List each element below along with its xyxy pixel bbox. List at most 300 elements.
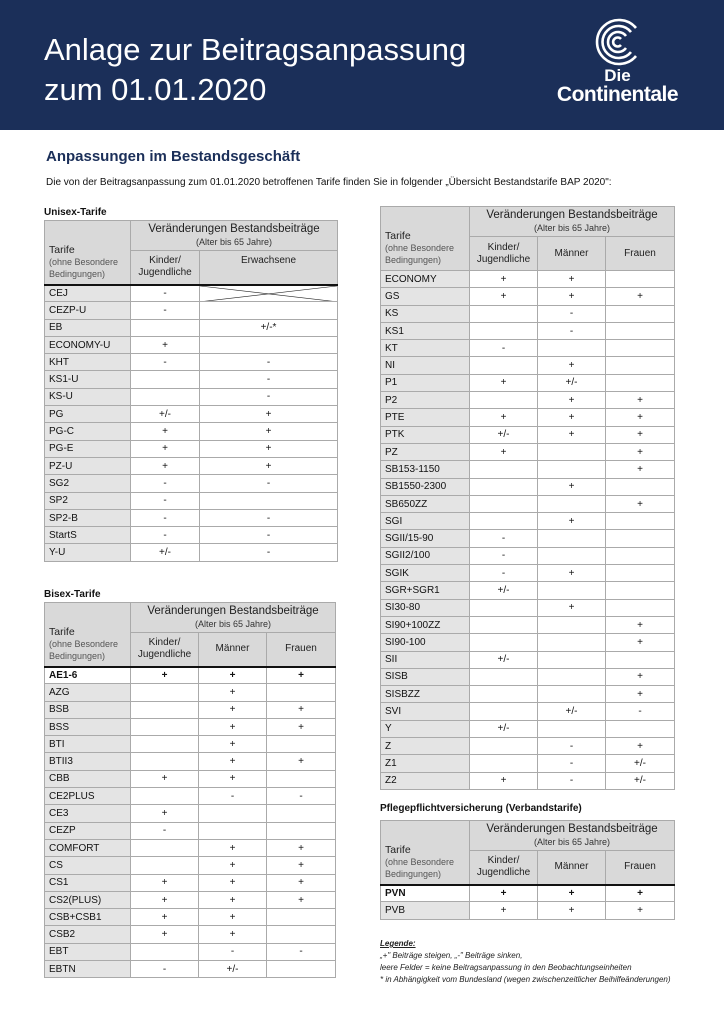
maenner-value: + <box>538 271 606 288</box>
frauen-value <box>606 582 675 599</box>
tariff-name: CEZP <box>45 822 131 839</box>
tariff-name: SII <box>381 651 470 668</box>
table-row <box>45 527 338 544</box>
table-row <box>381 305 675 322</box>
erwachsene-value: - <box>200 475 338 492</box>
kinder-value <box>131 753 199 770</box>
table-row <box>45 753 336 770</box>
tariff-name: CE3 <box>45 805 131 822</box>
kinder-value <box>470 686 538 703</box>
table-row <box>45 475 338 492</box>
tariff-name: SGIK <box>381 565 470 582</box>
maenner-value: - <box>538 772 606 789</box>
frauen-value: + <box>606 392 675 409</box>
tariff-name: EBTN <box>45 961 131 978</box>
maenner-value: + <box>199 926 267 943</box>
kinder-value <box>470 357 538 374</box>
kinder-value: + <box>131 667 199 684</box>
section-heading: Anpassungen im Bestandsgeschäft <box>46 148 301 165</box>
tariff-name: EB <box>45 319 131 336</box>
table-row <box>45 509 338 526</box>
tariff-name: SGI <box>381 513 470 530</box>
maenner-value <box>538 547 606 564</box>
kinder-value: + <box>131 874 199 891</box>
frauen-value <box>606 720 675 737</box>
tariff-name: SGR+SGR1 <box>381 582 470 599</box>
kinder-value <box>131 857 199 874</box>
tariff-name: PTE <box>381 409 470 426</box>
frauen-value: + <box>267 701 336 718</box>
table-row <box>45 457 338 474</box>
tariff-name: KS1 <box>381 322 470 339</box>
kinder-value: - <box>131 354 200 371</box>
kinder-value <box>470 513 538 530</box>
frauen-value: + <box>606 495 675 512</box>
kinder-value: + <box>470 288 538 305</box>
frauen-value: - <box>267 788 336 805</box>
kinder-value <box>131 943 199 960</box>
legend-title: Legende: <box>380 939 416 948</box>
frauen-value <box>606 357 675 374</box>
maenner-header: Männer <box>199 633 267 667</box>
tariff-name: KHT <box>45 354 131 371</box>
table-row <box>381 443 675 460</box>
kinder-value: + <box>470 271 538 288</box>
table-row <box>381 772 675 789</box>
maenner-value: + <box>199 701 267 718</box>
unisex-block <box>44 206 338 562</box>
table-row <box>381 495 675 512</box>
frauen-value <box>606 530 675 547</box>
kinder-value <box>131 701 199 718</box>
maenner-value <box>538 651 606 668</box>
header-banner <box>0 0 724 130</box>
frauen-value: +/- <box>606 772 675 789</box>
tariff-name: SI30-80 <box>381 599 470 616</box>
tariff-name: Z2 <box>381 772 470 789</box>
changes-header: Veränderungen Bestandsbeiträge (Alter bis 65 Jahre) <box>470 207 675 237</box>
maenner-value: +/- <box>538 374 606 391</box>
bisex-continued-table <box>380 206 675 790</box>
frauen-value <box>606 547 675 564</box>
kinder-value: - <box>470 340 538 357</box>
table-row <box>381 755 675 772</box>
tarife-header: Tarife (ohne Besondere Bedingungen) <box>45 603 131 667</box>
tariff-name: PTK <box>381 426 470 443</box>
maenner-value: + <box>538 357 606 374</box>
kinder-value: + <box>131 805 199 822</box>
tariff-name: P2 <box>381 392 470 409</box>
table-row <box>45 354 338 371</box>
table-row <box>45 371 338 388</box>
tarife-header: Tarife (ohne Besondere Bedingungen) <box>381 821 470 885</box>
kinder-value <box>131 839 199 856</box>
erwachsene-value: - <box>200 388 338 405</box>
tariff-name: SP2-B <box>45 509 131 526</box>
erwachsene-value: + <box>200 406 338 423</box>
frauen-value <box>606 651 675 668</box>
table-row <box>381 885 675 902</box>
tariff-name: SVI <box>381 703 470 720</box>
table-row <box>45 736 336 753</box>
tariff-name: Y-U <box>45 544 131 561</box>
intro-text: Die von der Beitragsanpassung zum 01.01.2020 betroffenen Tarife finden Sie in folgender „Übersicht Bestandstarife BAP 2020": <box>46 177 612 188</box>
crossed-out-cell <box>200 285 338 302</box>
kinder-value: + <box>470 902 538 919</box>
kinder-value: +/- <box>470 720 538 737</box>
table-row <box>381 902 675 919</box>
table-row <box>45 319 338 336</box>
kinder-value <box>470 495 538 512</box>
tariff-name: SB650ZZ <box>381 495 470 512</box>
table-row <box>45 684 336 701</box>
kinder-value <box>470 599 538 616</box>
logo-word-continentale: Continentale <box>556 83 679 106</box>
maenner-value: + <box>199 857 267 874</box>
maenner-value: + <box>538 426 606 443</box>
frauen-value: + <box>267 874 336 891</box>
logo-wordmark <box>545 66 690 104</box>
kinder-value: - <box>131 475 200 492</box>
tariff-name: CEZP-U <box>45 302 131 319</box>
maenner-value: +/- <box>199 961 267 978</box>
tariff-name: CS1 <box>45 874 131 891</box>
kinder-value: - <box>470 547 538 564</box>
table-row <box>45 822 336 839</box>
unisex-table <box>44 220 338 562</box>
frauen-value <box>606 565 675 582</box>
kinder-value: + <box>470 772 538 789</box>
kinder-value: - <box>131 509 200 526</box>
table-row <box>381 668 675 685</box>
maenner-value <box>199 805 267 822</box>
maenner-value: + <box>538 599 606 616</box>
table-row <box>45 302 338 319</box>
tariff-name: Y <box>381 720 470 737</box>
frauen-value: + <box>267 839 336 856</box>
tariff-name: SGII/15-90 <box>381 530 470 547</box>
tarife-header: Tarife (ohne Besondere Bedingungen) <box>381 207 470 271</box>
frauen-value <box>606 513 675 530</box>
kinder-value <box>470 634 538 651</box>
frauen-value: +/- <box>606 755 675 772</box>
tariff-name: StartS <box>45 527 131 544</box>
kinder-value: - <box>470 565 538 582</box>
kinder-value <box>470 322 538 339</box>
erwachsene-value <box>200 336 338 353</box>
kinder-value: + <box>131 926 199 943</box>
tariff-name: BTII3 <box>45 753 131 770</box>
tariff-name: PG-E <box>45 440 131 457</box>
frauen-value <box>267 736 336 753</box>
table-row <box>45 891 336 908</box>
maenner-value: + <box>199 874 267 891</box>
kinder-value: + <box>131 770 199 787</box>
maenner-value: + <box>199 753 267 770</box>
table-row <box>381 703 675 720</box>
tariff-name: KS1-U <box>45 371 131 388</box>
maenner-value <box>538 668 606 685</box>
frauen-value <box>606 478 675 495</box>
kinder-value <box>470 392 538 409</box>
changes-header: Veränderungen Bestandsbeiträge (Alter bis 65 Jahre) <box>131 603 336 633</box>
maenner-value: +/- <box>538 703 606 720</box>
frauen-value: + <box>606 409 675 426</box>
maenner-value <box>538 340 606 357</box>
erwachsene-value: - <box>200 371 338 388</box>
table-row <box>381 547 675 564</box>
pflege-table-body <box>381 885 675 920</box>
tariff-name: KS <box>381 305 470 322</box>
table-row <box>45 336 338 353</box>
maenner-value: + <box>199 770 267 787</box>
table-row <box>381 357 675 374</box>
tariff-name: COMFORT <box>45 839 131 856</box>
changes-header: Veränderungen Bestandsbeiträge (Alter bis 65 Jahre) <box>470 821 675 851</box>
erwachsene-value: - <box>200 527 338 544</box>
erwachsene-value: +/-* <box>200 319 338 336</box>
maenner-value: - <box>199 788 267 805</box>
title-line-1: Anlage zur Beitragsanpassung <box>44 32 467 67</box>
tariff-name: AE1-6 <box>45 667 131 684</box>
document-title <box>44 30 466 110</box>
frauen-value: + <box>606 885 675 902</box>
tariff-name: GS <box>381 288 470 305</box>
frauen-value: + <box>606 686 675 703</box>
table-row <box>381 530 675 547</box>
kinder-value: - <box>131 527 200 544</box>
table-row <box>45 805 336 822</box>
maenner-value: - <box>199 943 267 960</box>
kinder-value: + <box>131 440 200 457</box>
table-row <box>381 426 675 443</box>
maenner-value: + <box>538 565 606 582</box>
table-row <box>45 874 336 891</box>
frauen-value <box>267 684 336 701</box>
kinder-value <box>470 703 538 720</box>
maenner-value: - <box>538 755 606 772</box>
frauen-value: + <box>606 426 675 443</box>
frauen-value <box>606 374 675 391</box>
table-row <box>381 288 675 305</box>
maenner-value <box>538 634 606 651</box>
kinder-value <box>470 461 538 478</box>
tariff-name: PVN <box>381 885 470 902</box>
table-row <box>381 582 675 599</box>
kinder-value <box>131 319 200 336</box>
frauen-value <box>606 340 675 357</box>
frauen-value <box>606 305 675 322</box>
table-row <box>45 718 336 735</box>
frauen-header: Frauen <box>267 633 336 667</box>
kinder-value <box>131 736 199 753</box>
tariff-name: Z <box>381 738 470 755</box>
maenner-value <box>538 616 606 633</box>
tariff-name: CEJ <box>45 285 131 302</box>
maenner-value: - <box>538 322 606 339</box>
tariff-name: SP2 <box>45 492 131 509</box>
pflege-block <box>380 802 675 920</box>
kinder-value: + <box>470 885 538 902</box>
tariff-name: BSS <box>45 718 131 735</box>
tariff-name: SISB <box>381 668 470 685</box>
tariff-name: ECONOMY <box>381 271 470 288</box>
tariff-name: KS-U <box>45 388 131 405</box>
erwachsene-value: - <box>200 509 338 526</box>
table-row <box>381 409 675 426</box>
tariff-name: SG2 <box>45 475 131 492</box>
tariff-name: SB1550-2300 <box>381 478 470 495</box>
maenner-value <box>538 582 606 599</box>
tariff-name: SI90-100 <box>381 634 470 651</box>
maenner-value <box>538 461 606 478</box>
tariff-name: EBT <box>45 943 131 960</box>
maenner-value: + <box>199 909 267 926</box>
legend-line: * in Abhängigkeit vom Bundesland (wegen zwischenzeitlicher Beihilfeänderungen) <box>380 975 671 984</box>
table-row <box>45 926 336 943</box>
pflege-table <box>380 820 675 920</box>
kinder-value: + <box>131 457 200 474</box>
kinder-value: - <box>131 302 200 319</box>
frauen-value: + <box>606 616 675 633</box>
frauen-value: + <box>267 753 336 770</box>
table-row <box>381 599 675 616</box>
table-row <box>45 839 336 856</box>
tariff-name: CBB <box>45 770 131 787</box>
kinder-value: - <box>131 822 199 839</box>
erwachsene-value: + <box>200 423 338 440</box>
tariff-name: SISBZZ <box>381 686 470 703</box>
kinder-value: + <box>131 909 199 926</box>
kinder-value: +/- <box>131 544 200 561</box>
frauen-value: + <box>606 738 675 755</box>
tariff-name: NI <box>381 357 470 374</box>
kinder-value: - <box>131 492 200 509</box>
maenner-value <box>538 686 606 703</box>
erwachsene-value: + <box>200 440 338 457</box>
frauen-value: + <box>267 857 336 874</box>
tariff-name: Z1 <box>381 755 470 772</box>
continentale-logo <box>545 18 690 110</box>
table-row <box>45 285 338 302</box>
maenner-header: Männer <box>538 237 606 271</box>
frauen-value: + <box>606 634 675 651</box>
frauen-value: + <box>606 443 675 460</box>
maenner-value: + <box>538 288 606 305</box>
maenner-value <box>538 443 606 460</box>
kinder-value: + <box>131 336 200 353</box>
tariff-name: PVB <box>381 902 470 919</box>
kinder-value <box>131 684 199 701</box>
maenner-value: - <box>538 738 606 755</box>
frauen-value <box>267 926 336 943</box>
kinder-value: +/- <box>470 582 538 599</box>
maenner-value: + <box>538 478 606 495</box>
tariff-name: PZ-U <box>45 457 131 474</box>
frauen-value <box>606 599 675 616</box>
frauen-value: + <box>606 902 675 919</box>
erwachsene-value: - <box>200 354 338 371</box>
frauen-value: + <box>267 891 336 908</box>
kinder-value <box>470 616 538 633</box>
tariff-name: CS2(PLUS) <box>45 891 131 908</box>
bisex-continued-block <box>380 206 675 790</box>
table-row <box>381 461 675 478</box>
frauen-value <box>606 271 675 288</box>
kinder-header: Kinder/ Jugendliche <box>131 633 199 667</box>
table-row <box>381 616 675 633</box>
bisex-table-body <box>45 667 336 978</box>
kinder-value: + <box>131 423 200 440</box>
table-row <box>381 478 675 495</box>
kinder-value: + <box>470 409 538 426</box>
table-row <box>45 388 338 405</box>
kinder-value: +/- <box>470 651 538 668</box>
frauen-value: + <box>267 718 336 735</box>
unisex-table-body <box>45 285 338 562</box>
legend <box>380 938 671 986</box>
tariff-name: SGII2/100 <box>381 547 470 564</box>
maenner-value: - <box>538 305 606 322</box>
bisex-continued-table-body <box>381 271 675 790</box>
frauen-value: + <box>606 668 675 685</box>
table-row <box>381 686 675 703</box>
tariff-name: ECONOMY-U <box>45 336 131 353</box>
tariff-name: BSB <box>45 701 131 718</box>
frauen-value <box>267 805 336 822</box>
logo-rings-icon <box>588 18 646 66</box>
erwachsene-value <box>200 492 338 509</box>
kinder-value <box>131 371 200 388</box>
maenner-header: Männer <box>538 851 606 885</box>
tariff-name: CS <box>45 857 131 874</box>
erwachsene-header: Erwachsene <box>200 251 338 285</box>
erwachsene-value: - <box>200 544 338 561</box>
maenner-value: + <box>199 736 267 753</box>
table-row <box>381 374 675 391</box>
table-row <box>45 440 338 457</box>
table-row <box>45 701 336 718</box>
bisex-table <box>44 602 336 978</box>
kinder-value <box>470 305 538 322</box>
tarife-header: Tarife (ohne Besondere Bedingungen) <box>45 221 131 285</box>
maenner-value: + <box>538 885 606 902</box>
table-row <box>381 340 675 357</box>
cross-out-icon <box>200 286 337 302</box>
kinder-value <box>131 388 200 405</box>
kinder-value: + <box>131 891 199 908</box>
tariff-name: SI90+100ZZ <box>381 616 470 633</box>
maenner-value: + <box>538 513 606 530</box>
table-row <box>45 770 336 787</box>
erwachsene-value: + <box>200 457 338 474</box>
kinder-value <box>131 788 199 805</box>
maenner-value: + <box>199 718 267 735</box>
tariff-name: PG <box>45 406 131 423</box>
table-row <box>381 565 675 582</box>
frauen-value: + <box>606 288 675 305</box>
maenner-value <box>538 495 606 512</box>
kinder-value: - <box>131 285 200 302</box>
kinder-value: - <box>131 961 199 978</box>
frauen-value: + <box>267 667 336 684</box>
bisex-label: Bisex-Tarife <box>44 589 101 600</box>
maenner-value <box>199 822 267 839</box>
tariff-name: SB153-1150 <box>381 461 470 478</box>
maenner-value <box>538 530 606 547</box>
kinder-value <box>470 478 538 495</box>
tariff-name: AZG <box>45 684 131 701</box>
